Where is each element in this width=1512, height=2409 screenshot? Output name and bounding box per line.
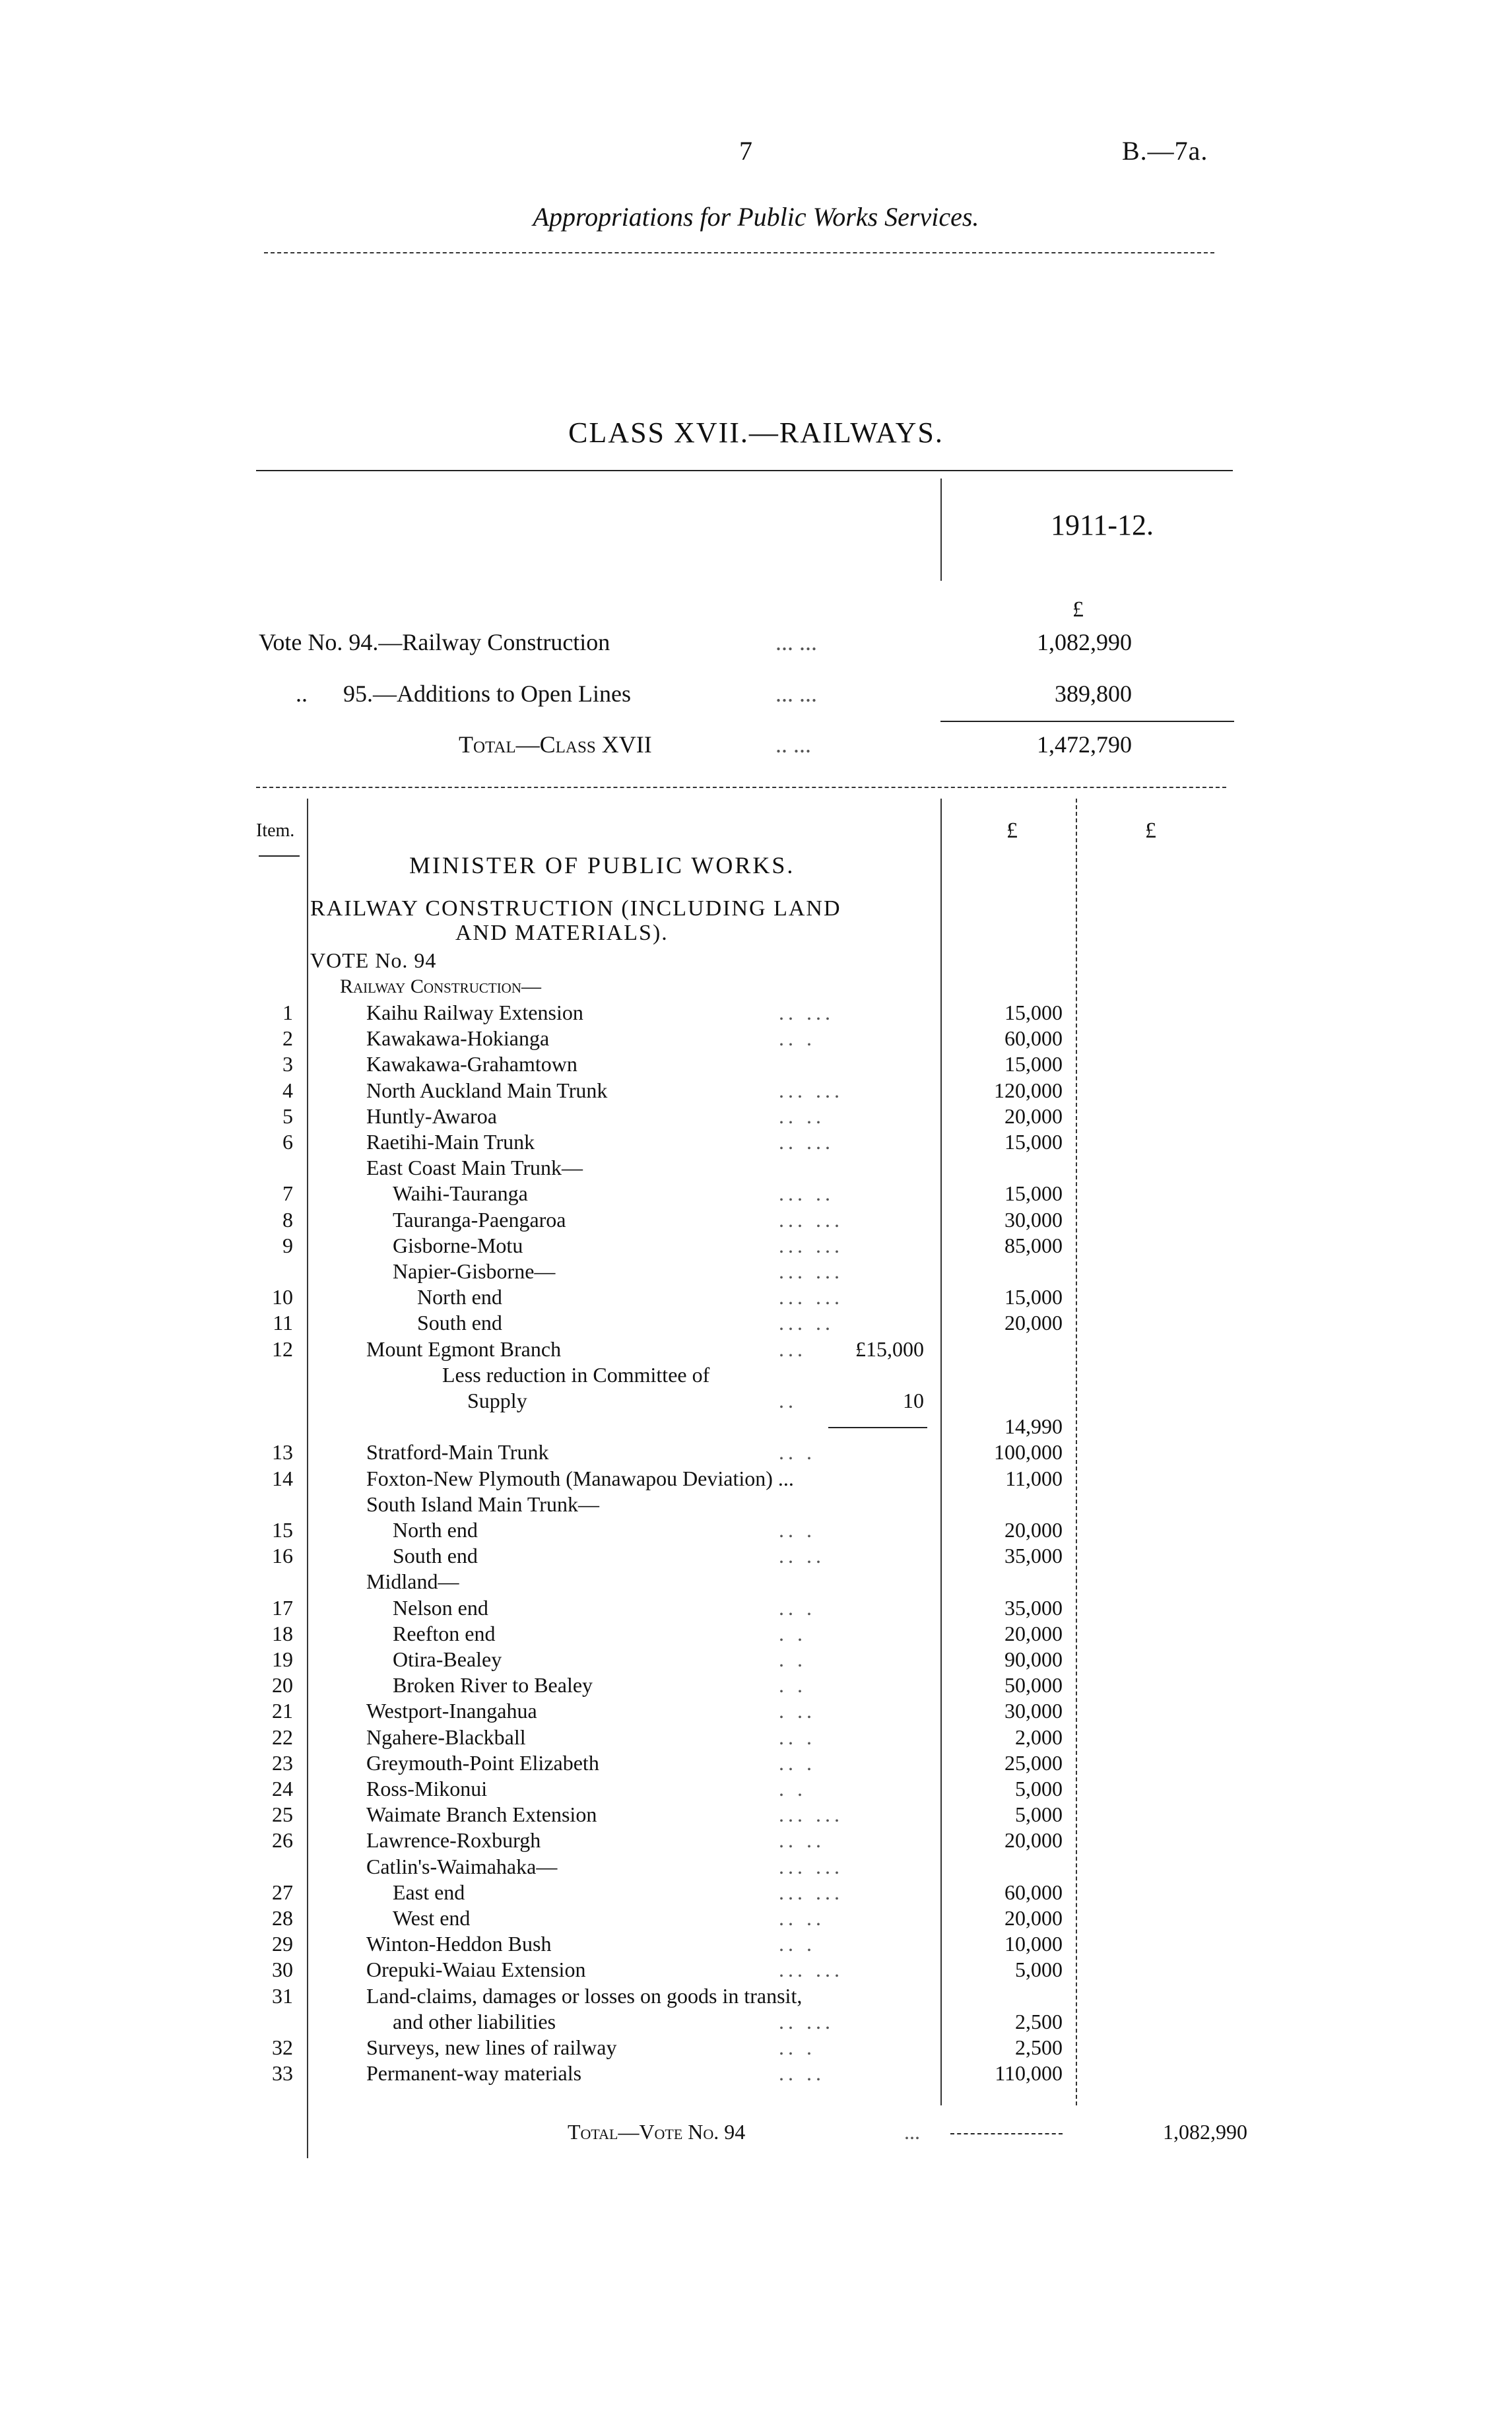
summary-top-rule (256, 470, 1233, 471)
item-amount: 20,000 (1004, 1906, 1063, 1930)
leader-dots: .. . (779, 1440, 816, 1464)
table-row (0, 1363, 1512, 1389)
item-number: 15 (272, 1518, 293, 1542)
vote-total-amount: 1,082,990 (1163, 2120, 1247, 2144)
minister-heading: MINISTER OF PUBLIC WORKS. (409, 852, 795, 878)
item-amount: 2,000 (1015, 1725, 1063, 1749)
table-row (0, 1285, 1512, 1311)
summary-dots: .. ... (775, 731, 811, 758)
vote-total-rule (950, 2133, 1063, 2134)
leader-dots: ... ... (779, 1880, 843, 1904)
leader-dots: ... ... (779, 1208, 843, 1232)
item-amount: 60,000 (1004, 1026, 1063, 1050)
table-row (0, 1569, 1512, 1595)
section-heading-line1: RAILWAY CONSTRUCTION (INCLUDING LAND (310, 896, 841, 921)
item-label: Tauranga-Paengaroa (393, 1208, 566, 1232)
item-amount: 30,000 (1004, 1699, 1063, 1723)
vote-total-label: Total—Vote No. 94 (568, 2120, 746, 2144)
table-row (0, 1906, 1512, 1932)
item-label: Orepuki-Waiau Extension (366, 1958, 586, 1981)
item-label: East end (393, 1880, 465, 1904)
table-row (0, 2010, 1512, 2035)
item-label: Ngahere-Blackball (366, 1725, 526, 1749)
item-amount: 30,000 (1004, 1208, 1063, 1232)
item-label: Raetihi-Main Trunk (366, 1130, 535, 1154)
table-top-rule (256, 787, 1226, 788)
item-amount: 25,000 (1004, 1751, 1063, 1775)
sheet-reference: B.—7a. (1122, 136, 1208, 166)
table-row (0, 1544, 1512, 1569)
item-label: Supply (467, 1389, 527, 1412)
class-title: CLASS XVII.—RAILWAYS. (568, 416, 944, 449)
item-number: 33 (272, 2061, 293, 2085)
table-row (0, 1958, 1512, 1983)
leader-dots: .. ... (779, 1001, 834, 1024)
page-subtitle: Appropriations for Public Works Services. (533, 202, 979, 232)
item-amount: 50,000 (1004, 1673, 1063, 1697)
leader-dots: ... (779, 1337, 806, 1361)
leader-dots: .. . (779, 1725, 816, 1749)
item-header-underline (259, 855, 300, 857)
item-label: Napier-Gisborne— (393, 1259, 556, 1283)
leader-dots: ... ... (779, 1234, 843, 1257)
item-label: Midland— (366, 1569, 459, 1593)
item-label: North end (393, 1518, 478, 1542)
table-row (0, 1440, 1512, 1466)
section-heading-line2: AND MATERIALS). (455, 921, 669, 945)
item-number: 30 (272, 1958, 293, 1981)
table-row (0, 1880, 1512, 1906)
item-label: Waimate Branch Extension (366, 1802, 597, 1826)
table-row (0, 1725, 1512, 1751)
leader-dots: ... ... (779, 1958, 843, 1981)
item-number: 17 (272, 1596, 293, 1620)
item-amount: 35,000 (1004, 1596, 1063, 1620)
item-number: 12 (272, 1337, 293, 1361)
leader-dots: .. . (779, 1518, 816, 1542)
item-number: 8 (282, 1208, 293, 1232)
summary-total-rule (940, 721, 1234, 722)
table-row (0, 1208, 1512, 1234)
item-amount: 14,990 (1004, 1414, 1063, 1438)
item-number: 22 (272, 1725, 293, 1749)
table-row (0, 1337, 1512, 1363)
summary-column-divider (940, 478, 942, 581)
item-label: Land-claims, damages or losses on goods in transit, (366, 1984, 803, 2008)
item-label: Kaihu Railway Extension (366, 1001, 583, 1024)
table-row (0, 1130, 1512, 1156)
item-number: 31 (272, 1984, 293, 2008)
item-number: 29 (272, 1932, 293, 1956)
table-row (0, 1311, 1512, 1336)
item-number: 26 (272, 1828, 293, 1852)
leader-dots: ... ... (779, 1285, 843, 1309)
item-amount: 5,000 (1015, 1958, 1063, 1981)
item-label: Surveys, new lines of railway (366, 2035, 617, 2059)
item-number: 32 (272, 2035, 293, 2059)
item-number: 3 (282, 1052, 293, 1076)
item-number: 19 (272, 1647, 293, 1671)
table-row (0, 1001, 1512, 1026)
leader-dots: .. .. (779, 1828, 825, 1852)
leader-dots: .. . (779, 1932, 816, 1956)
item-amount: 15,000 (1004, 1130, 1063, 1154)
leader-dots: . . (779, 1647, 806, 1671)
item-amount: 20,000 (1004, 1104, 1063, 1128)
leader-dots: .. .. (779, 2061, 825, 2085)
table-row (0, 1596, 1512, 1622)
table-row (0, 1078, 1512, 1104)
vote-total-dots: ... (904, 2120, 920, 2144)
item-amount: 2,500 (1015, 2035, 1063, 2059)
item-label: Less reduction in Committee of (442, 1363, 710, 1387)
leader-dots: .. (779, 1389, 797, 1412)
item-number: 27 (272, 1880, 293, 1904)
leader-dots: . .. (779, 1699, 816, 1723)
table-row (0, 1026, 1512, 1052)
item-label: Kawakawa-Grahamtown (366, 1052, 577, 1076)
table-row (0, 1156, 1512, 1181)
item-label: Ross-Mikonui (366, 1777, 488, 1800)
leader-dots: .. . (779, 2035, 816, 2059)
item-label: Stratford-Main Trunk (366, 1440, 549, 1464)
item-number: 1 (282, 1001, 293, 1024)
item-amount: 100,000 (994, 1440, 1063, 1464)
summary-amount: 389,800 (1055, 680, 1132, 707)
item-label: North Auckland Main Trunk (366, 1078, 608, 1102)
summary-label: Total—Class XVII (459, 731, 652, 758)
railway-construction-heading: Railway Construction— (340, 975, 542, 997)
summary-amount: 1,082,990 (1037, 629, 1132, 655)
leader-dots: .. . (779, 1751, 816, 1775)
item-amount: 15,000 (1004, 1001, 1063, 1024)
table-row (0, 1104, 1512, 1130)
table-row (0, 1751, 1512, 1777)
leader-dots: .. . (779, 1596, 816, 1620)
item-amount: 5,000 (1015, 1777, 1063, 1800)
summary-dots: ... ... (775, 629, 817, 655)
item-number: 14 (272, 1467, 293, 1490)
leader-dots: .. ... (779, 1130, 834, 1154)
item-number: 2 (282, 1026, 293, 1050)
item-amount: 60,000 (1004, 1880, 1063, 1904)
item-amount: 90,000 (1004, 1647, 1063, 1671)
item-amount: 110,000 (995, 2061, 1063, 2085)
page-number: 7 (739, 136, 752, 166)
table-row (0, 1259, 1512, 1285)
item-number: 7 (282, 1181, 293, 1205)
total-column-pound: £ (1145, 818, 1156, 843)
item-label: South Island Main Trunk— (366, 1492, 599, 1516)
item-label: Huntly-Awaroa (366, 1104, 497, 1128)
leader-dots: . . (779, 1777, 806, 1800)
table-row (0, 1699, 1512, 1725)
item-label: South end (417, 1311, 502, 1335)
table-row (0, 1802, 1512, 1828)
summary-pound-sign: £ (1072, 597, 1084, 622)
year-heading: 1911-12. (1050, 509, 1154, 541)
item-label: Kawakawa-Hokianga (366, 1026, 550, 1050)
summary-label: .. 95.—Additions to Open Lines (284, 680, 631, 707)
item-label: Mount Egmont Branch (366, 1337, 562, 1361)
item-number: 4 (282, 1078, 293, 1102)
table-row (0, 1052, 1512, 1078)
item-subamount: 10 (903, 1389, 924, 1412)
table-row (0, 1181, 1512, 1207)
header-divider (264, 252, 1214, 253)
item-label: Broken River to Bealey (393, 1673, 593, 1697)
item-label: South end (393, 1544, 478, 1568)
table-row (0, 1622, 1512, 1647)
subtotal-rule (828, 1427, 927, 1428)
item-number: 10 (272, 1285, 293, 1309)
table-row (0, 1984, 1512, 2010)
table-row (0, 1647, 1512, 1673)
item-number: 9 (282, 1234, 293, 1257)
item-number: 25 (272, 1802, 293, 1826)
table-row (0, 1518, 1512, 1544)
item-label: Lawrence-Roxburgh (366, 1828, 541, 1852)
table-row (0, 1234, 1512, 1259)
leader-dots: ... ... (779, 1855, 843, 1878)
item-number: 23 (272, 1751, 293, 1775)
item-number: 24 (272, 1777, 293, 1800)
table-row (0, 2035, 1512, 2061)
table-row (0, 1492, 1512, 1518)
item-amount: 15,000 (1004, 1052, 1063, 1076)
leader-dots: .. .. (779, 1544, 825, 1568)
item-label: and other liabilities (393, 2010, 556, 2033)
item-amount: 10,000 (1004, 1932, 1063, 1956)
leader-dots: .. .. (779, 1104, 825, 1128)
table-row (0, 1467, 1512, 1492)
item-number: 16 (272, 1544, 293, 1568)
item-number: 28 (272, 1906, 293, 1930)
item-label: Reefton end (393, 1622, 496, 1645)
item-amount: 15,000 (1004, 1181, 1063, 1205)
item-label: Catlin's-Waimahaka— (366, 1855, 558, 1878)
leader-dots: ... ... (779, 1078, 843, 1102)
item-label: West end (393, 1906, 471, 1930)
item-amount: 35,000 (1004, 1544, 1063, 1568)
amount-column-pound: £ (1006, 818, 1018, 843)
leader-dots: ... ... (779, 1802, 843, 1826)
leader-dots: . . (779, 1673, 806, 1697)
item-label: Foxton-New Plymouth (Manawapou Deviation) ... (366, 1467, 794, 1490)
leader-dots: ... .. (779, 1181, 834, 1205)
item-amount: 11,000 (1005, 1467, 1063, 1490)
item-label: Greymouth-Point Elizabeth (366, 1751, 599, 1775)
item-amount: 20,000 (1004, 1311, 1063, 1335)
table-row (0, 2061, 1512, 2087)
summary-dots: ... ... (775, 680, 817, 707)
table-row (0, 1673, 1512, 1699)
item-label: Westport-Inangahua (366, 1699, 537, 1723)
vote-heading: VOTE No. 94 (310, 948, 437, 972)
item-number: 13 (272, 1440, 293, 1464)
table-row (0, 1389, 1512, 1414)
item-number: 21 (272, 1699, 293, 1723)
item-label: Gisborne-Motu (393, 1234, 523, 1257)
item-label: North end (417, 1285, 502, 1309)
item-subamount: £15,000 (855, 1337, 924, 1361)
item-column-header: Item. (256, 820, 295, 841)
item-number: 20 (272, 1673, 293, 1697)
item-label: Otira-Bealey (393, 1647, 502, 1671)
leader-dots: ... ... (779, 1259, 843, 1283)
leader-dots: .. ... (779, 2010, 834, 2033)
item-amount: 5,000 (1015, 1802, 1063, 1826)
table-row (0, 1855, 1512, 1880)
item-label: Waihi-Tauranga (393, 1181, 528, 1205)
item-amount: 85,000 (1004, 1234, 1063, 1257)
item-amount: 20,000 (1004, 1828, 1063, 1852)
item-label: Permanent-way materials (366, 2061, 582, 2085)
item-number: 5 (282, 1104, 293, 1128)
leader-dots: .. .. (779, 1906, 825, 1930)
leader-dots: .. . (779, 1026, 816, 1050)
table-row (0, 1414, 1512, 1440)
summary-amount: 1,472,790 (1037, 731, 1132, 758)
item-amount: 20,000 (1004, 1622, 1063, 1645)
item-label: Nelson end (393, 1596, 488, 1620)
item-number: 11 (273, 1311, 293, 1335)
item-label: East Coast Main Trunk— (366, 1156, 583, 1179)
leader-dots: ... .. (779, 1311, 834, 1335)
item-amount: 120,000 (994, 1078, 1063, 1102)
item-number: 6 (282, 1130, 293, 1154)
item-amount: 15,000 (1004, 1285, 1063, 1309)
summary-label: Vote No. 94.—Railway Construction (259, 629, 610, 655)
item-amount: 2,500 (1015, 2010, 1063, 2033)
item-label: Winton-Heddon Bush (366, 1932, 552, 1956)
table-row (0, 1777, 1512, 1802)
table-row (0, 1828, 1512, 1854)
item-number: 18 (272, 1622, 293, 1645)
leader-dots: . . (779, 1622, 806, 1645)
table-row (0, 1932, 1512, 1958)
item-amount: 20,000 (1004, 1518, 1063, 1542)
